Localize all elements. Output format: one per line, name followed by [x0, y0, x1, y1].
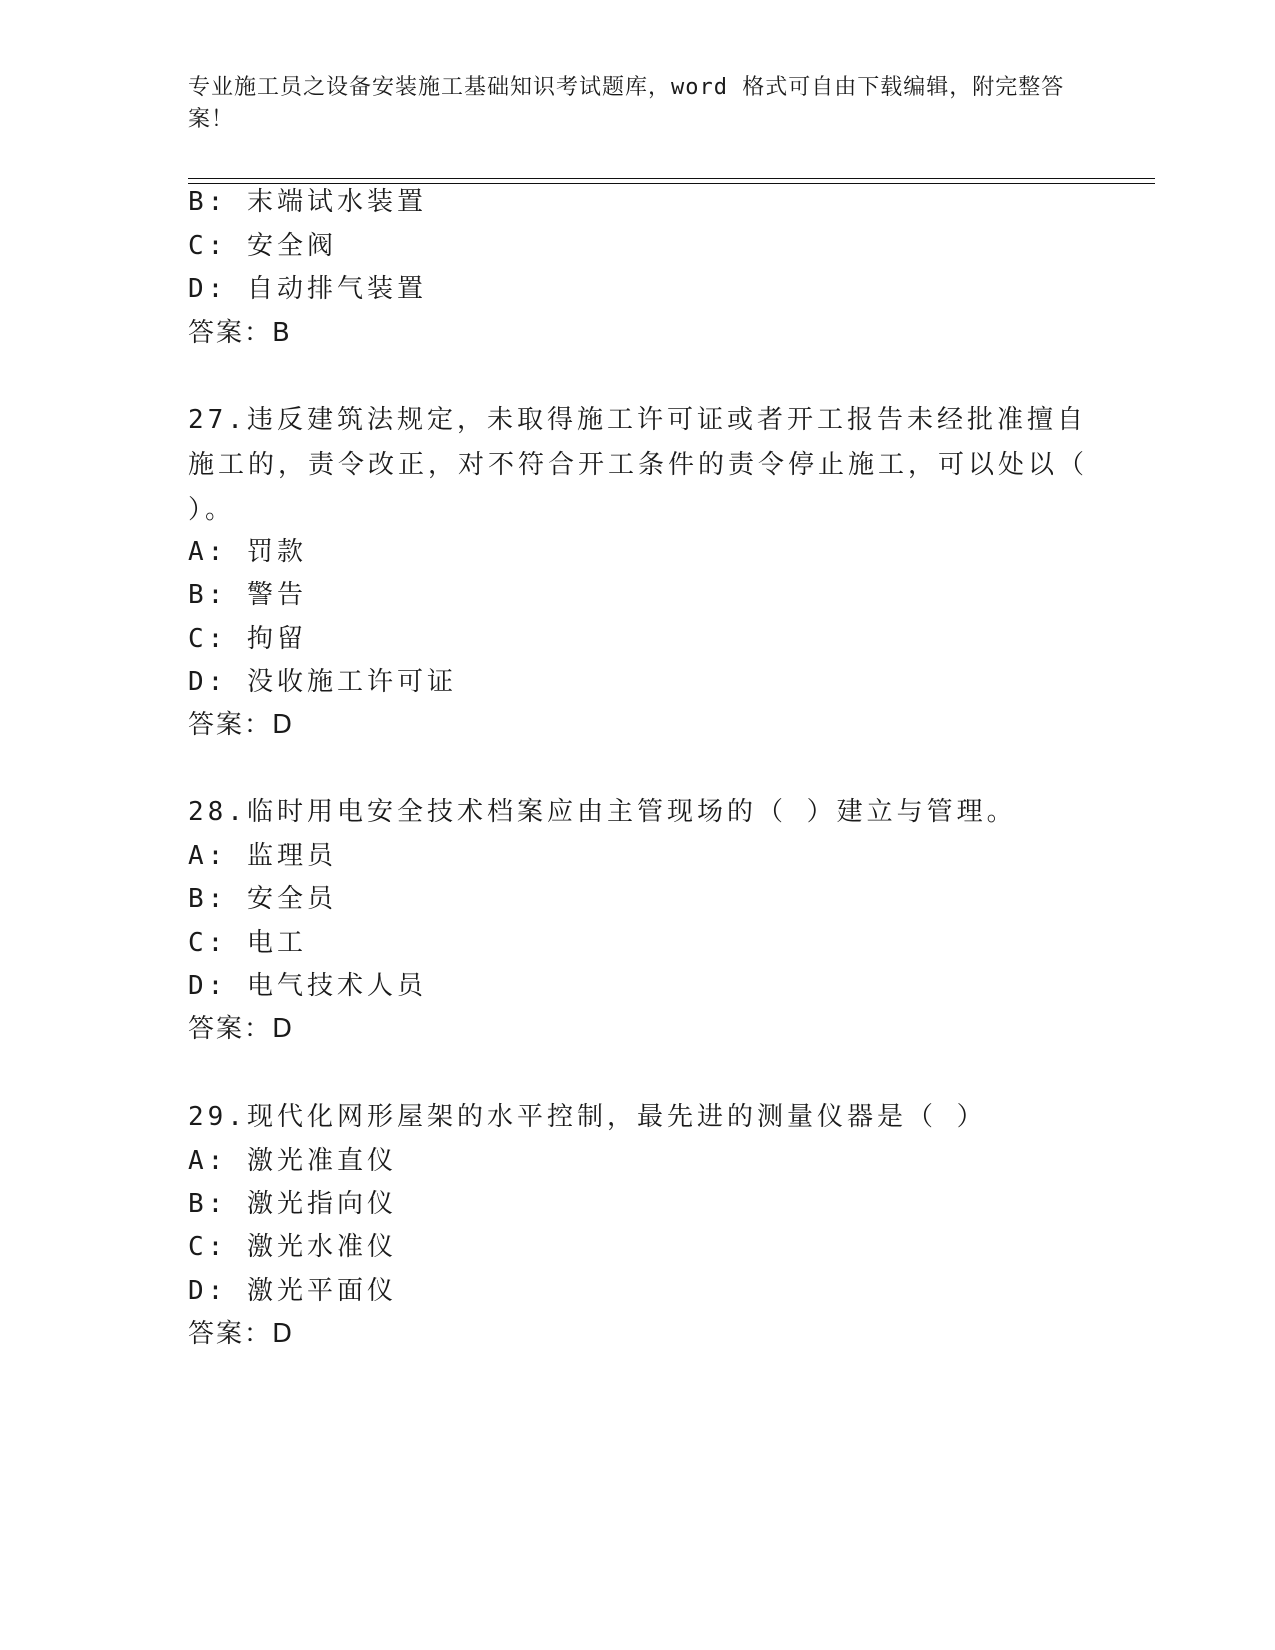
q26-option-d: D: 自动排气装置	[188, 274, 427, 304]
q29-question: 29.现代化网形屋架的水平控制，最先进的测量仪器是（ ）	[188, 1102, 987, 1132]
header-rule-top	[188, 178, 1155, 179]
document-header: 专业施工员之设备安装施工基础知识考试题库，word 格式可自由下载编辑，附完整答案！	[188, 75, 1065, 132]
q27-question: 27.违反建筑法规定，未取得施工许可证或者开工报告未经批准擅自施工的，责令改正，对不符合开工条件的责令停止施工，可以处以（ ）。	[188, 405, 1089, 525]
q28-option-d: D: 电气技术人员	[188, 971, 427, 1001]
q26-answer: 答案：B	[188, 318, 292, 348]
q26-option-c: C: 安全阀	[188, 231, 337, 261]
q28-option-b: B: 安全员	[188, 884, 337, 914]
q28-answer: 答案：D	[188, 1014, 295, 1044]
q28-option-a: A: 监理员	[188, 841, 337, 871]
q26-option-b: B: 末端试水装置	[188, 187, 427, 217]
q27-option-d: D: 没收施工许可证	[188, 667, 457, 697]
q27-option-c: C: 拘留	[188, 624, 307, 654]
q27-option-b: B: 警告	[188, 580, 307, 610]
q29-option-d: D: 激光平面仪	[188, 1276, 397, 1306]
q29-option-b: B: 激光指向仪	[188, 1189, 397, 1219]
q28-option-c: C: 电工	[188, 928, 307, 958]
header-rule-bottom	[188, 183, 1155, 184]
q29-option-a: A: 激光准直仪	[188, 1146, 397, 1176]
q29-option-c: C: 激光水准仪	[188, 1232, 397, 1262]
q28-question: 28.临时用电安全技术档案应由主管现场的（ ）建立与管理。	[188, 797, 1017, 827]
q27-option-a: A: 罚款	[188, 537, 307, 567]
q29-answer: 答案：D	[188, 1319, 295, 1349]
q27-answer: 答案：D	[188, 710, 295, 740]
